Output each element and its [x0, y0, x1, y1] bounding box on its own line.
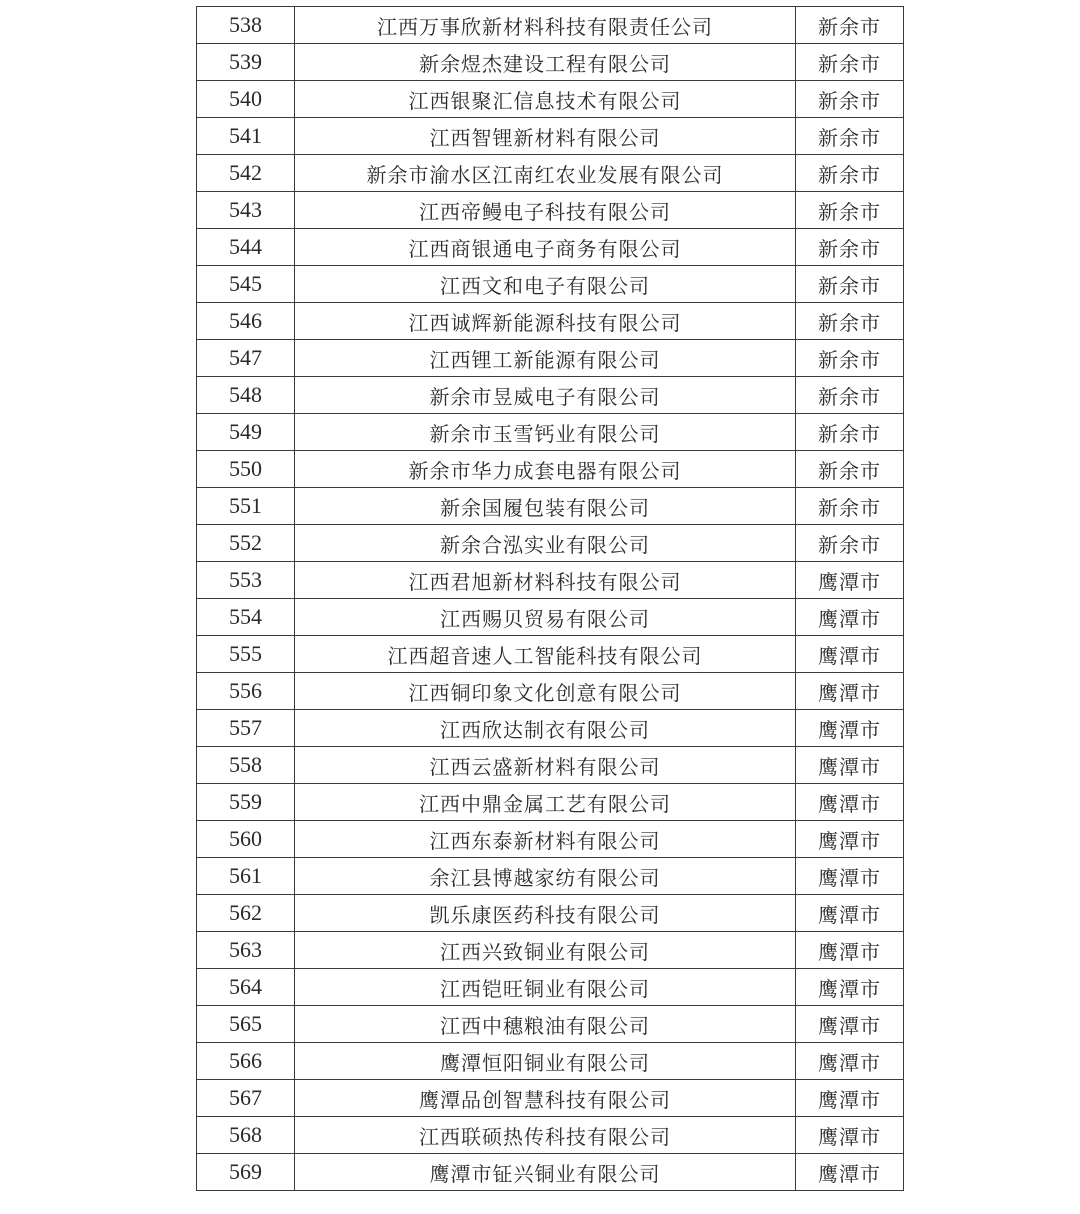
- company-name-cell: 江西超音速人工智能科技有限公司: [295, 636, 796, 673]
- company-name-cell: 江西中鼎金属工艺有限公司: [295, 784, 796, 821]
- city-cell: 鹰潭市: [796, 932, 904, 969]
- city-cell: 鹰潭市: [796, 1080, 904, 1117]
- city-cell: 鹰潭市: [796, 1043, 904, 1080]
- city-cell: 新余市: [796, 229, 904, 266]
- company-name-cell: 江西铠旺铜业有限公司: [295, 969, 796, 1006]
- table-row: [197, 969, 904, 1006]
- company-name-cell: 凯乐康医药科技有限公司: [295, 895, 796, 932]
- city-cell: 鹰潭市: [796, 1154, 904, 1191]
- table-row: [197, 1043, 904, 1080]
- row-number-cell: 540: [197, 81, 295, 118]
- city-cell: 新余市: [796, 192, 904, 229]
- row-number-cell: 564: [197, 969, 295, 1006]
- city-cell: 鹰潭市: [796, 673, 904, 710]
- city-cell: 鹰潭市: [796, 1117, 904, 1154]
- company-name-cell: 鹰潭恒阳铜业有限公司: [295, 1043, 796, 1080]
- row-number-cell: 555: [197, 636, 295, 673]
- row-number-cell: 560: [197, 821, 295, 858]
- row-number-cell: 550: [197, 451, 295, 488]
- company-name-cell: 江西帝鳗电子科技有限公司: [295, 192, 796, 229]
- row-number-cell: 543: [197, 192, 295, 229]
- row-number-cell: 558: [197, 747, 295, 784]
- company-name-cell: 江西文和电子有限公司: [295, 266, 796, 303]
- row-number-cell: 542: [197, 155, 295, 192]
- row-number-cell: 554: [197, 599, 295, 636]
- company-name-cell: 新余合泓实业有限公司: [295, 525, 796, 562]
- city-cell: 新余市: [796, 377, 904, 414]
- table-row: [197, 673, 904, 710]
- company-name-cell: 鹰潭市钲兴铜业有限公司: [295, 1154, 796, 1191]
- company-name-cell: 鹰潭品创智慧科技有限公司: [295, 1080, 796, 1117]
- table-row: [197, 192, 904, 229]
- city-cell: 鹰潭市: [796, 858, 904, 895]
- row-number-cell: 551: [197, 488, 295, 525]
- city-cell: 新余市: [796, 303, 904, 340]
- company-name-cell: 江西万事欣新材料科技有限责任公司: [295, 7, 796, 44]
- row-number-cell: 541: [197, 118, 295, 155]
- row-number-cell: 556: [197, 673, 295, 710]
- table-row: [197, 747, 904, 784]
- city-cell: 新余市: [796, 266, 904, 303]
- company-name-cell: 江西中穗粮油有限公司: [295, 1006, 796, 1043]
- row-number-cell: 538: [197, 7, 295, 44]
- table-row: [197, 932, 904, 969]
- table-row: [197, 303, 904, 340]
- city-cell: 新余市: [796, 340, 904, 377]
- city-cell: 新余市: [796, 44, 904, 81]
- city-cell: 鹰潭市: [796, 636, 904, 673]
- row-number-cell: 557: [197, 710, 295, 747]
- company-name-cell: 新余市昱威电子有限公司: [295, 377, 796, 414]
- table-row: [197, 821, 904, 858]
- table-row: [197, 81, 904, 118]
- row-number-cell: 561: [197, 858, 295, 895]
- company-name-cell: 余江县博越家纺有限公司: [295, 858, 796, 895]
- table-row: [197, 562, 904, 599]
- city-cell: 鹰潭市: [796, 599, 904, 636]
- company-name-cell: 新余市渝水区江南红农业发展有限公司: [295, 155, 796, 192]
- row-number-cell: 546: [197, 303, 295, 340]
- company-name-cell: 江西君旭新材料科技有限公司: [295, 562, 796, 599]
- table-row: [197, 895, 904, 932]
- table-row: [197, 377, 904, 414]
- row-number-cell: 568: [197, 1117, 295, 1154]
- row-number-cell: 548: [197, 377, 295, 414]
- table-row: [197, 266, 904, 303]
- city-cell: 新余市: [796, 488, 904, 525]
- company-list-table: [196, 6, 904, 1191]
- company-name-cell: 江西联硕热传科技有限公司: [295, 1117, 796, 1154]
- row-number-cell: 553: [197, 562, 295, 599]
- city-cell: 新余市: [796, 414, 904, 451]
- city-cell: 新余市: [796, 7, 904, 44]
- table-row: [197, 1006, 904, 1043]
- row-number-cell: 549: [197, 414, 295, 451]
- table-row: [197, 525, 904, 562]
- city-cell: 鹰潭市: [796, 895, 904, 932]
- table-body: [197, 7, 904, 1191]
- table-row: [197, 44, 904, 81]
- company-name-cell: 新余市华力成套电器有限公司: [295, 451, 796, 488]
- table-row: [197, 451, 904, 488]
- city-cell: 鹰潭市: [796, 562, 904, 599]
- table-row: [197, 7, 904, 44]
- company-name-cell: 江西银聚汇信息技术有限公司: [295, 81, 796, 118]
- row-number-cell: 544: [197, 229, 295, 266]
- table-row: [197, 784, 904, 821]
- company-list-table-wrapper: [196, 6, 904, 1191]
- city-cell: 新余市: [796, 525, 904, 562]
- row-number-cell: 539: [197, 44, 295, 81]
- company-name-cell: 江西兴致铜业有限公司: [295, 932, 796, 969]
- city-cell: 鹰潭市: [796, 747, 904, 784]
- row-number-cell: 562: [197, 895, 295, 932]
- company-name-cell: 江西智锂新材料有限公司: [295, 118, 796, 155]
- table-row: [197, 118, 904, 155]
- table-row: [197, 858, 904, 895]
- company-name-cell: 新余市玉雪钙业有限公司: [295, 414, 796, 451]
- row-number-cell: 567: [197, 1080, 295, 1117]
- company-name-cell: 江西赐贝贸易有限公司: [295, 599, 796, 636]
- table-row: [197, 710, 904, 747]
- row-number-cell: 566: [197, 1043, 295, 1080]
- table-row: [197, 155, 904, 192]
- row-number-cell: 559: [197, 784, 295, 821]
- row-number-cell: 569: [197, 1154, 295, 1191]
- city-cell: 鹰潭市: [796, 821, 904, 858]
- row-number-cell: 552: [197, 525, 295, 562]
- company-name-cell: 江西云盛新材料有限公司: [295, 747, 796, 784]
- company-name-cell: 江西锂工新能源有限公司: [295, 340, 796, 377]
- city-cell: 鹰潭市: [796, 969, 904, 1006]
- table-row: [197, 488, 904, 525]
- city-cell: 新余市: [796, 155, 904, 192]
- company-name-cell: 江西东泰新材料有限公司: [295, 821, 796, 858]
- city-cell: 鹰潭市: [796, 1006, 904, 1043]
- table-row: [197, 1117, 904, 1154]
- row-number-cell: 547: [197, 340, 295, 377]
- company-name-cell: 江西诚辉新能源科技有限公司: [295, 303, 796, 340]
- city-cell: 鹰潭市: [796, 784, 904, 821]
- company-name-cell: 新余煜杰建设工程有限公司: [295, 44, 796, 81]
- city-cell: 新余市: [796, 81, 904, 118]
- company-name-cell: 江西铜印象文化创意有限公司: [295, 673, 796, 710]
- row-number-cell: 563: [197, 932, 295, 969]
- table-row: [197, 340, 904, 377]
- table-row: [197, 229, 904, 266]
- company-name-cell: 江西欣达制衣有限公司: [295, 710, 796, 747]
- company-name-cell: 江西商银通电子商务有限公司: [295, 229, 796, 266]
- row-number-cell: 565: [197, 1006, 295, 1043]
- table-row: [197, 414, 904, 451]
- table-row: [197, 599, 904, 636]
- table-row: [197, 636, 904, 673]
- city-cell: 鹰潭市: [796, 710, 904, 747]
- company-name-cell: 新余国履包装有限公司: [295, 488, 796, 525]
- city-cell: 新余市: [796, 451, 904, 488]
- table-row: [197, 1080, 904, 1117]
- city-cell: 新余市: [796, 118, 904, 155]
- table-row: [197, 1154, 904, 1191]
- row-number-cell: 545: [197, 266, 295, 303]
